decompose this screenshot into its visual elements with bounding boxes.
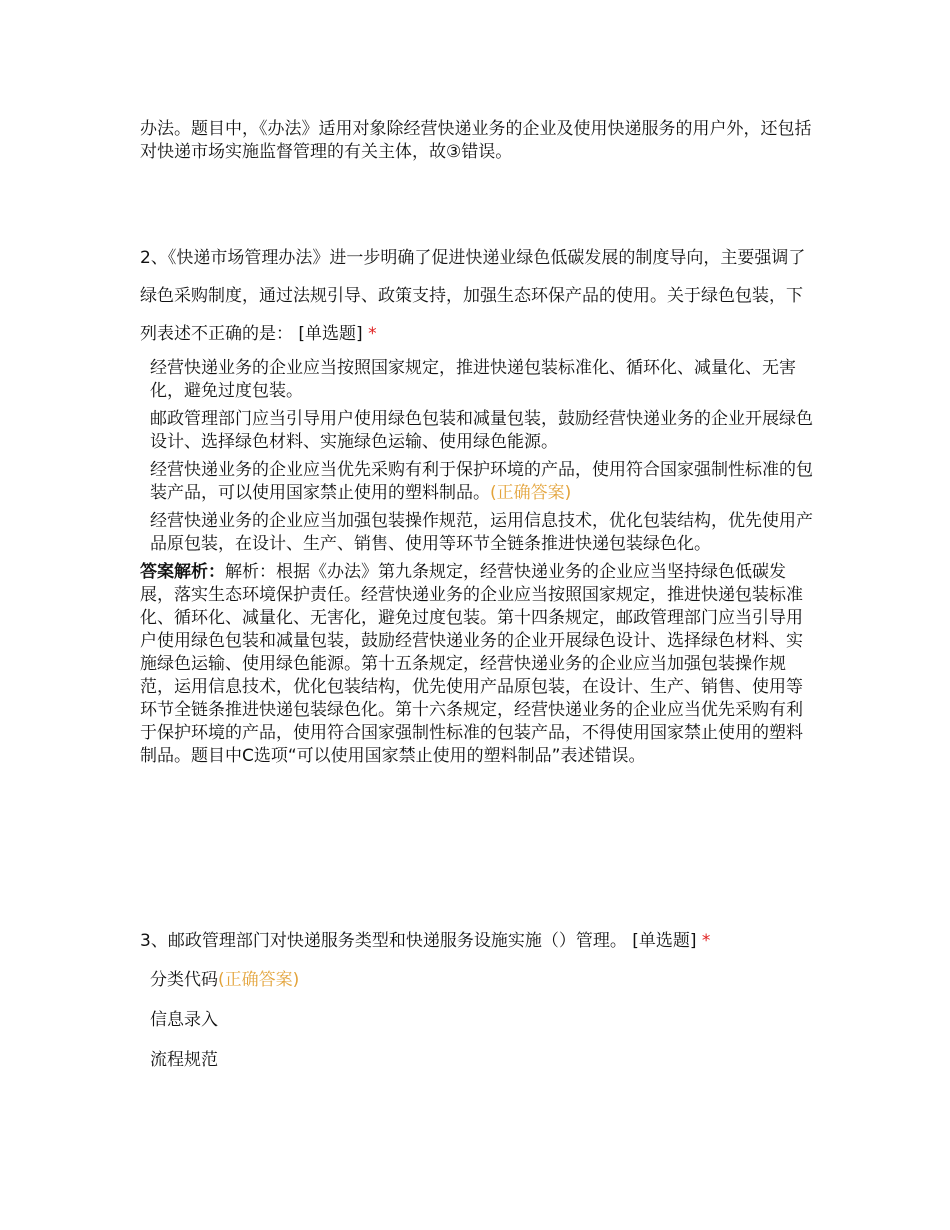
option-c-text: 流程规范 xyxy=(150,1050,218,1070)
correct-answer-tag: (正确答案) xyxy=(490,483,572,503)
option-a[interactable] xyxy=(140,357,815,403)
required-marker: * xyxy=(701,931,711,951)
option-b[interactable] xyxy=(140,1008,815,1032)
answer-analysis-label: 答案解析： xyxy=(140,562,225,582)
required-marker: * xyxy=(368,324,377,344)
option-b[interactable] xyxy=(140,408,815,454)
answer-analysis xyxy=(140,561,815,768)
option-c[interactable] xyxy=(140,1048,815,1072)
option-d[interactable] xyxy=(140,510,815,556)
option-c-text: 经营快递业务的企业应当优先采购有利于保护环境的产品，使用符合国家强制性标准的包装产品，可以使用国家禁止使用的塑料制品。 xyxy=(150,460,813,503)
option-d-text: 经营快递业务的企业应当加强包装操作规范，运用信息技术，优化包装结构，优先使用产品原包装，在设计、生产、销售、使用等环节全链条推进快递包装绿色化。 xyxy=(150,511,813,554)
question-3-title-text: 3、邮政管理部门对快递服务类型和快递服务设施实施（）管理。 xyxy=(140,931,627,951)
intro-text: 办法。题目中，《办法》适用对象除经营快递业务的企业及使用快递服务的用户外，还包括对快递市场实施监督管理的有关主体，故③错误。 xyxy=(140,119,812,162)
answer-analysis-text: 解析：根据《办法》第九条规定，经营快递业务的企业应当坚持绿色低碳发展，落实生态环境保护责任。经营快递业务的企业应当按照国家规定，推进快递包装标准化、循环化、减量化、无害化，避免过度包装。第十四条规定，邮政管理部门应当引导用户使用绿色包装和减量包装，鼓励经营快递业务的企业开展绿色设计、选择绿色材料、实施绿色运输、使用绿色能源。第十五条规定，经营快递业务的企业应当加强包装操作规范，运用信息技术，优化包装结构，优先使用产品原包装，在设计、生产、销售、使用等环节全链条推进快递包装绿色化。第十六条规定，经营快递业务的企业应当优先采购有利于保护环境的产品，使用符合国家强制性标准的包装产品，不得使用国家禁止使用的塑料制品。题目中C选项“可以使用国家禁止使用的塑料制品”表述错误。 xyxy=(140,562,803,766)
question-2-title-text: 2、《快递市场管理办法》进一步明确了促进快递业绿色低碳发展的制度导向，主要强调了绿色采购制度，通过法规引导、政策支持，加强生态环保产品的使用。关于绿色包装，下列表述不正确的是： xyxy=(140,248,806,344)
question-2-title xyxy=(140,239,815,353)
question-3-type: [单选题] xyxy=(632,931,697,951)
option-b-text: 信息录入 xyxy=(150,1010,218,1030)
question-2-options xyxy=(140,357,815,556)
option-b-text: 邮政管理部门应当引导用户使用绿色包装和减量包装，鼓励经营快递业务的企业开展绿色设计、选择绿色材料、实施绿色运输、使用绿色能源。 xyxy=(150,409,813,452)
option-a[interactable] xyxy=(140,968,815,992)
intro-paragraph xyxy=(140,118,815,164)
option-c[interactable] xyxy=(140,459,815,505)
question-2-type: [单选题] xyxy=(298,324,363,344)
option-a-text: 经营快递业务的企业应当按照国家规定，推进快递包装标准化、循环化、减量化、无害化，避免过度包装。 xyxy=(150,358,796,401)
question-2 xyxy=(140,239,815,768)
question-3-title xyxy=(140,922,815,960)
question-3 xyxy=(140,922,815,1088)
correct-answer-tag: (正确答案) xyxy=(218,970,300,990)
question-3-options xyxy=(140,968,815,1072)
option-a-text: 分类代码 xyxy=(150,970,218,990)
